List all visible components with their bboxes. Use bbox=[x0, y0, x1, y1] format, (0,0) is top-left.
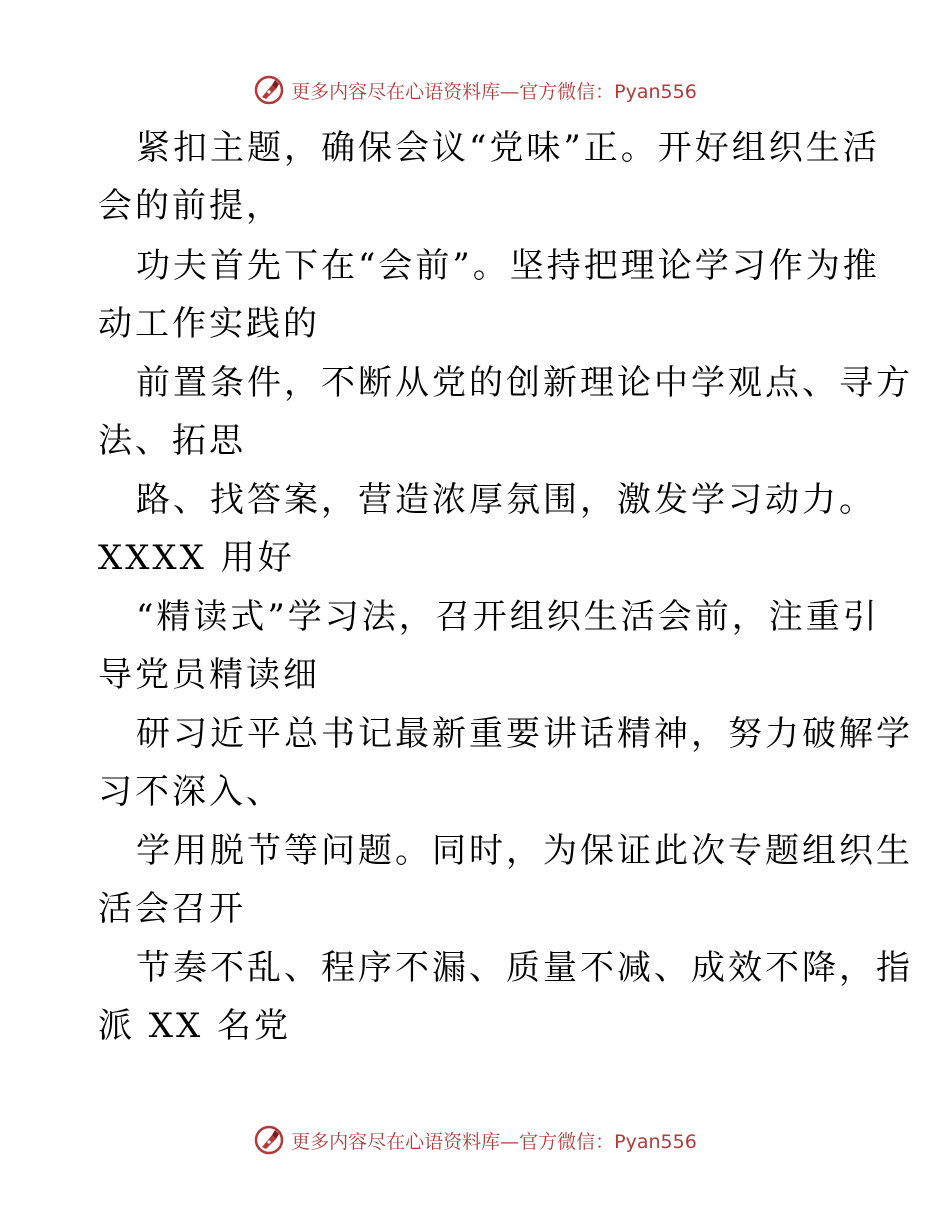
header-banner-label: 更多内容尽在心语资料库—官方微信： bbox=[291, 80, 615, 103]
body-line: 会的前提， bbox=[98, 186, 283, 226]
body-line: 导党员精读细 bbox=[98, 655, 320, 695]
footer-banner-text bbox=[291, 1127, 697, 1154]
footer-banner-content bbox=[253, 1124, 697, 1156]
body-line: 节奏不乱、程序不漏、质量不减、成效不降，指 bbox=[136, 948, 913, 988]
body-line: 习不深入、 bbox=[98, 772, 283, 812]
body-line: “精读式”学习法，召开组织生活会前，注重引 bbox=[136, 597, 880, 637]
body-line: 紧扣主题，确保会议“党味”正。开好组织生活 bbox=[136, 128, 880, 168]
body-line: 功夫首先下在“会前”。坚持把理论学习作为推 bbox=[136, 246, 880, 286]
body-line: XXXX 用好 bbox=[98, 538, 295, 578]
body-line: 路、找答案，营造浓厚氛围，激发学习动力。 bbox=[136, 480, 876, 520]
header-banner bbox=[0, 70, 950, 110]
body-line: 法、拓思 bbox=[98, 421, 246, 461]
header-banner-text bbox=[291, 77, 697, 104]
footer-banner bbox=[0, 1120, 950, 1160]
body-line: 派 XX 名党 bbox=[98, 1006, 292, 1046]
header-wechat-id: Pyan556 bbox=[614, 80, 697, 103]
body-line: 学用脱节等问题。同时，为保证此次专题组织生 bbox=[136, 831, 913, 871]
pen-nib-logo-icon bbox=[253, 1124, 285, 1156]
footer-banner-label: 更多内容尽在心语资料库—官方微信： bbox=[291, 1130, 615, 1153]
footer-wechat-id: Pyan556 bbox=[614, 1130, 697, 1153]
header-banner-content bbox=[253, 74, 697, 106]
pen-nib-logo-icon bbox=[253, 74, 285, 106]
body-line: 前置条件，不断从党的创新理论中学观点、寻方 bbox=[136, 363, 913, 403]
body-line: 研习近平总书记最新重要讲话精神，努力破解学 bbox=[136, 714, 913, 754]
body-line: 活会召开 bbox=[98, 889, 246, 929]
body-line: 动工作实践的 bbox=[98, 304, 320, 344]
